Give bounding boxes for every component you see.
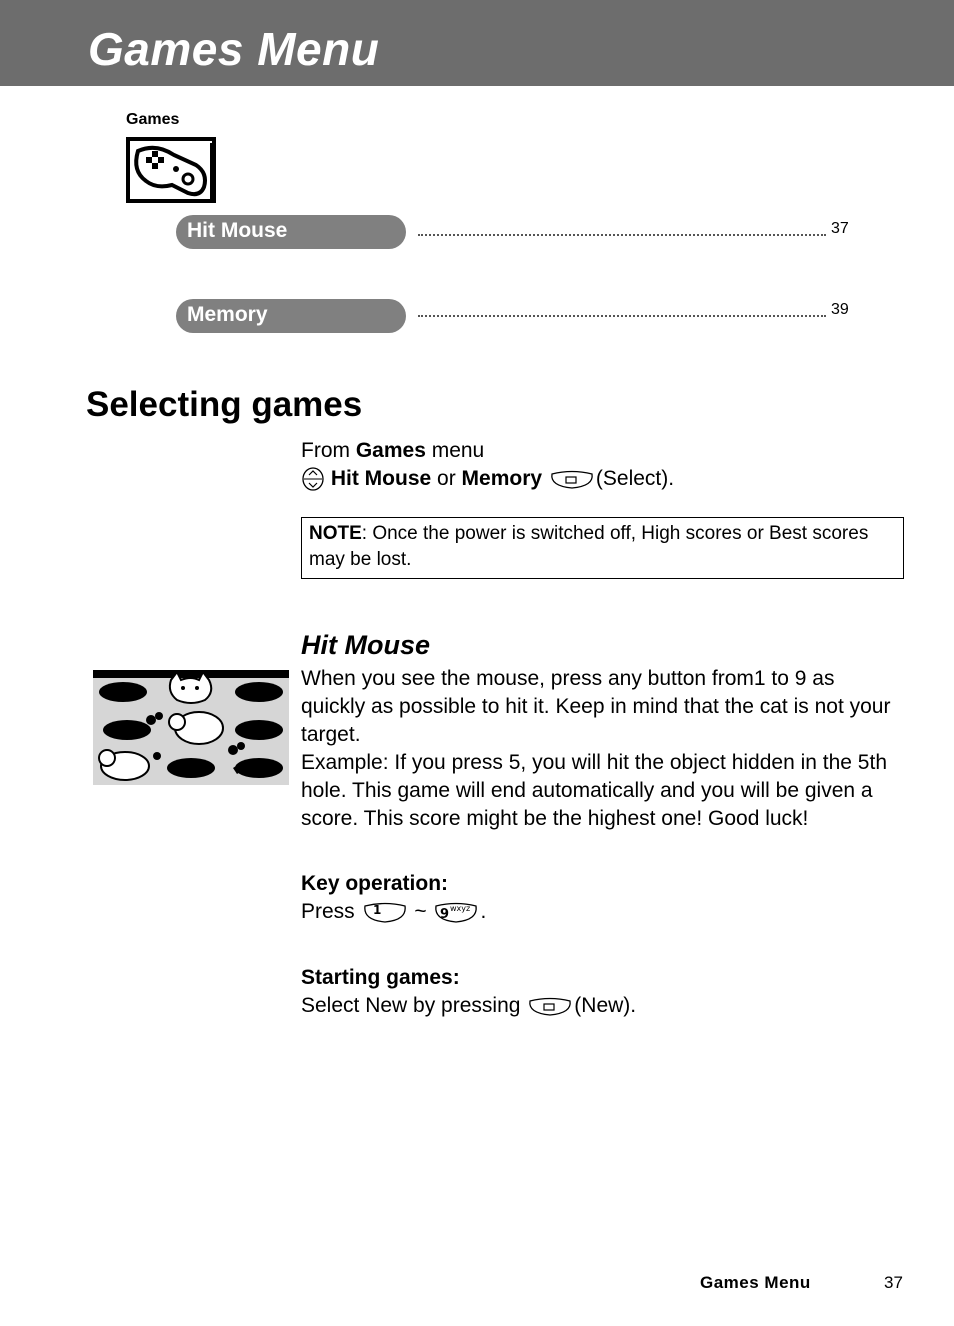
- key-9-label: 9: [440, 907, 450, 923]
- key-operation-line: [301, 898, 486, 926]
- games-label: Games: [126, 111, 180, 128]
- starting-games-title: [301, 964, 460, 992]
- key-9-icon: [432, 900, 480, 924]
- key-operation-title: [301, 870, 448, 898]
- footer-page-number: 37: [884, 1273, 903, 1292]
- key-9-letters: wxyz: [450, 904, 471, 914]
- page-ref-memory: 39: [831, 301, 849, 318]
- text: (New).: [574, 994, 637, 1017]
- instruction-line-1: [301, 437, 484, 465]
- note-box: [301, 517, 904, 579]
- soft-key-icon: [526, 995, 574, 1017]
- page-title: Games Menu: [88, 23, 380, 75]
- menu-name: Games: [355, 439, 426, 462]
- text: From: [301, 439, 356, 462]
- text: Press: [301, 900, 355, 923]
- page-ref-hit-mouse: 37: [831, 220, 849, 237]
- section-title: Selecting games: [86, 385, 363, 424]
- heading: Key operation:: [301, 872, 449, 895]
- leader-dots: [418, 224, 826, 236]
- subsection-title: Hit Mouse: [301, 630, 431, 660]
- instruction-line-2: [301, 465, 674, 493]
- hit-mouse-description: When you see the mouse, press any button from1 to 9 as quickly as possible to hit it. Keep in mind that the cat is not your target.: [301, 667, 891, 746]
- footer-section: Games Menu: [700, 1273, 811, 1292]
- nav-key-icon: [301, 466, 325, 492]
- key-1-label: 1: [372, 903, 381, 918]
- text: (Select).: [595, 467, 675, 490]
- menu-item-hit-mouse[interactable]: Hit Mouse: [176, 215, 406, 249]
- gamepad-icon: [126, 137, 216, 203]
- soft-key-icon: [548, 468, 596, 490]
- option-memory: Memory: [461, 467, 543, 490]
- option-hit-mouse: Hit Mouse: [330, 467, 432, 490]
- text: .: [480, 900, 487, 923]
- key-1-icon: [361, 900, 409, 924]
- heading: Starting games:: [301, 966, 460, 989]
- menu-item-memory[interactable]: Memory: [176, 299, 406, 333]
- text: or: [431, 467, 462, 490]
- starting-games-line: [301, 992, 636, 1020]
- leader-dots: [418, 305, 826, 317]
- text: ~: [414, 900, 427, 923]
- text: Select New by pressing: [301, 994, 521, 1017]
- hit-mouse-example: Example: If you press 5, you will hit the object hidden in the 5th hole. This game will end automatically and you will be given a score. This score might be the highest one! Good luck!: [301, 751, 888, 830]
- note-text: : Once the power is switched off, High scores or Best scores may be lost.: [309, 523, 869, 570]
- note-label: NOTE: [309, 523, 362, 544]
- game-screenshot: [93, 670, 289, 785]
- text: menu: [425, 439, 485, 462]
